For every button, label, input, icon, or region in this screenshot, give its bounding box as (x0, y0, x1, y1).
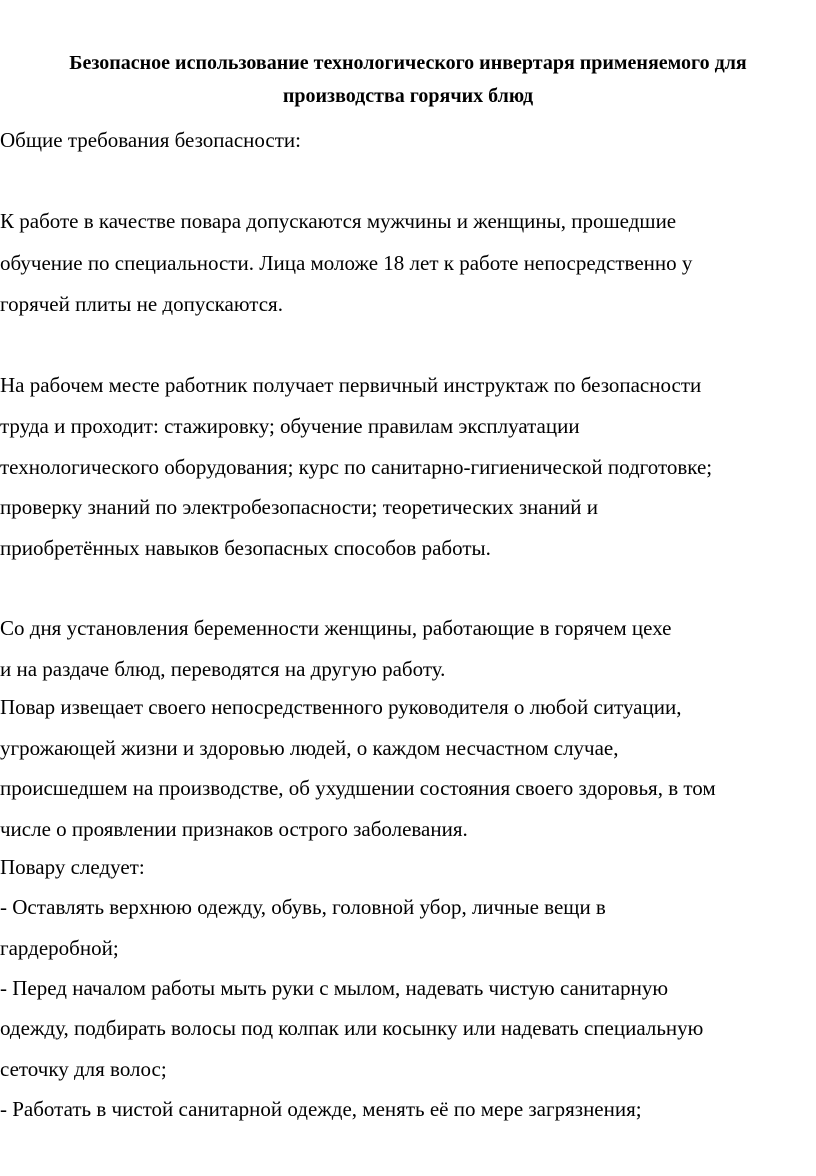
title-line: Безопасное использование технологического инвертаря применяемого для (69, 52, 747, 74)
list-item: - Перед началом работы мыть руки с мылом, надевать чистую санитарную (0, 976, 669, 1000)
text-line: труда и проходит: стажировку; обучение правилам эксплуатации (0, 414, 580, 438)
text-line: и на раздаче блюд, переводятся на другую работу. (0, 657, 446, 681)
text-line: числе о проявлении признаков острого заболевания. (0, 817, 468, 841)
list-item: - Работать в чистой санитарной одежде, менять её по мере загрязнения; (0, 1097, 642, 1121)
text-line: Со дня установления беременности женщины, работающие в горячем цехе (0, 616, 672, 640)
text-line: обучение по специальности. Лица моложе 18 лет к работе непосредственно у (0, 251, 693, 275)
section-heading: Общие требования безопасности: (0, 128, 301, 152)
text-line: Повару следует: (0, 855, 145, 879)
text-line: проверку знаний по электробезопасности; теоретических знаний и (0, 495, 598, 519)
text-line: Повар извещает своего непосредственного руководителя о любой ситуации, (0, 695, 682, 719)
text-line: технологического оборудования; курс по санитарно-гигиенической подготовке; (0, 455, 713, 479)
list-item-continuation: гардеробной; (0, 936, 119, 960)
text-line: происшедшем на производстве, об ухудшении состояния своего здоровья, в том (0, 776, 716, 800)
list-item-continuation: одежду, подбирать волосы под колпак или косынку или надевать специальную (0, 1016, 704, 1040)
text-line: горячей плиты не допускаются. (0, 292, 283, 316)
list-item: - Оставлять верхнюю одежду, обувь, головной убор, личные вещи в (0, 895, 606, 919)
text-line: угрожающей жизни и здоровью людей, о каждом несчастном случае, (0, 736, 619, 760)
title-line: производства горячих блюд (282, 85, 534, 107)
text-line: На рабочем месте работник получает первичный инструктаж по безопасности (0, 373, 702, 397)
document-title (0, 47, 816, 113)
text-line: К работе в качестве повара допускаются мужчины и женщины, прошедшие (0, 209, 677, 233)
text-line: приобретённых навыков безопасных способов работы. (0, 536, 491, 560)
list-item-continuation: сеточку для волос; (0, 1057, 167, 1081)
